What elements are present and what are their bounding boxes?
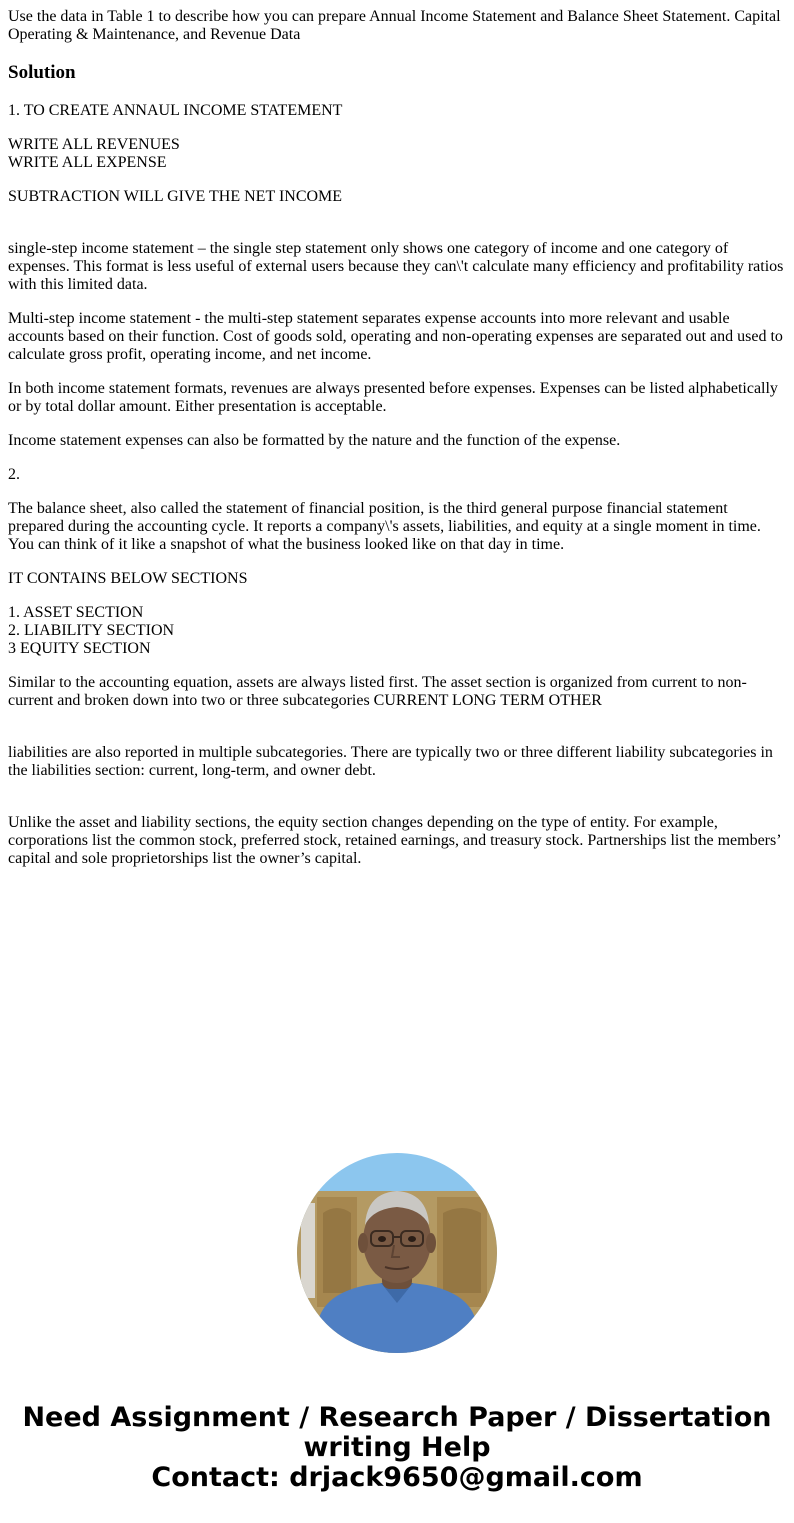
promo-line-2: writing Help <box>303 1432 491 1463</box>
author-avatar <box>297 1153 497 1353</box>
author-portrait-image <box>297 1153 497 1353</box>
balance-intro-paragraph: The balance sheet, also called the statement of financial position, is the third general purpose financial statement prepared during the accounting cycle. It reports a company\'s assets, liabilities, and equity at a single moment in time. You can think of it like a snapshot of what the business looked like on that day in time. <box>8 500 761 553</box>
income-step-revenues: WRITE ALL REVENUES <box>8 136 180 153</box>
balance-number: 2. <box>8 466 20 483</box>
spacer <box>8 222 786 240</box>
spacer <box>8 796 786 814</box>
income-steps <box>8 136 786 172</box>
promo-contact: Contact: drjack9650@gmail.com <box>151 1462 643 1493</box>
solution-document <box>8 8 786 884</box>
single-step-paragraph: single-step income statement – the single step statement only shows one category of income and one category of expenses. This format is less useful of external users because they can\'t calculate many efficiency and profitability ratios with this limited data. <box>8 240 784 293</box>
income-heading: 1. TO CREATE ANNAUL INCOME STATEMENT <box>8 102 343 119</box>
assets-paragraph: Similar to the accounting equation, assets are always listed first. The asset section is organized from current to non-current and broken down into two or three subcategories CURRENT LONG TERM OTHER <box>8 674 747 709</box>
balance-contains: IT CONTAINS BELOW SECTIONS <box>8 570 248 587</box>
question-text: Use the data in Table 1 to describe how you can prepare Annual Income Statement and Balance Sheet Statement. Capital Operating & Maintenance, and Revenue Data <box>8 8 781 43</box>
promo-banner <box>0 1403 794 1493</box>
both-formats-paragraph: In both income statement formats, revenues are always presented before expenses. Expenses can be listed alphabetically or by total dollar amount. Either presentation is acceptable. <box>8 380 778 415</box>
balance-sections-list <box>8 604 786 658</box>
liabilities-paragraph: liabilities are also reported in multiple subcategories. There are typically two or three different liability subcategories in the liabilities section: current, long-term, and owner debt. <box>8 744 773 779</box>
solution-heading: Solution <box>8 62 76 83</box>
asset-section-item: 1. ASSET SECTION <box>8 604 144 621</box>
equity-paragraph: Unlike the asset and liability sections, the equity section changes depending on the type of entity. For example, corporations list the common stock, preferred stock, retained earnings, and treasury stock. Partnerships list the members’ capital and sole proprietorships list the owner’s capital. <box>8 814 781 867</box>
spacer <box>8 726 786 744</box>
liability-section-item: 2. LIABILITY SECTION <box>8 622 175 639</box>
income-step-net: SUBTRACTION WILL GIVE THE NET INCOME <box>8 188 343 205</box>
nature-function-paragraph: Income statement expenses can also be formatted by the nature and the function of the expense. <box>8 432 621 449</box>
promo-line-1: Need Assignment / Research Paper / Dissertation <box>22 1402 772 1433</box>
equity-section-item: 3 EQUITY SECTION <box>8 640 151 657</box>
income-step-expenses: WRITE ALL EXPENSE <box>8 154 167 171</box>
multi-step-paragraph: Multi-step income statement - the multi-step statement separates expense accounts into more relevant and usable accounts based on their function. Cost of goods sold, operating and non-operating expenses are separated out and used to calculate gross profit, operating income, and net income. <box>8 310 783 363</box>
